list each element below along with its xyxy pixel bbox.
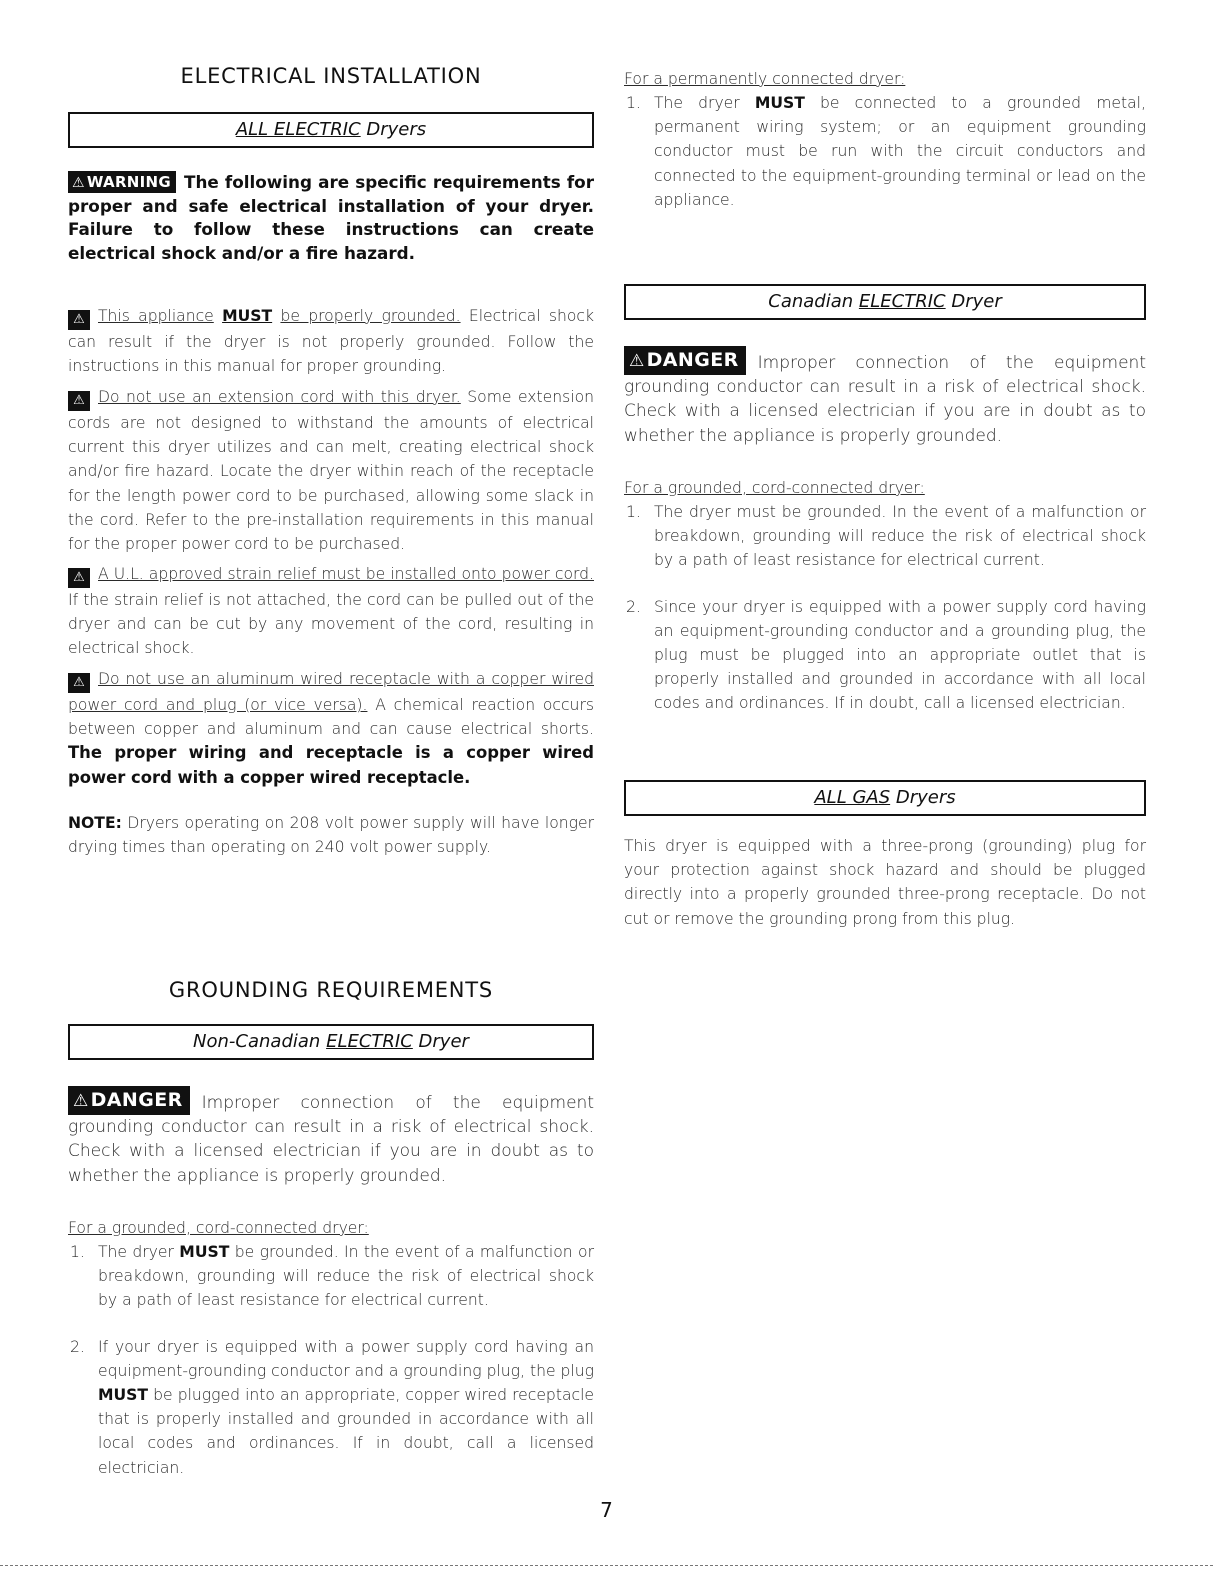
grounded-lead-must: MUST (222, 307, 273, 325)
grounding-list-right (624, 500, 1146, 716)
bottom-divider (0, 1565, 1213, 1566)
alert-triangle-icon: ⚠ (68, 568, 90, 588)
list-item-text-post: be grounded. In the event of a malfunction or breakdown, grounding will reduce the risk of electrical shock by a path of least resistance for electrical current. (98, 1243, 595, 1310)
electric-label: ELECTRIC (858, 291, 946, 312)
dryers-label: Dryers (895, 787, 956, 808)
gas-dryer-paragraph: This dryer is equipped with a three-prong (grounding) plug for your protection against shock hazard and should be plugged directly into a properly grounded three-prong receptacle. Do not cut or remove the grounding prong from this plug. (624, 837, 1146, 928)
non-canadian-electric-dryer-header (68, 1024, 594, 1060)
list-item (68, 1240, 594, 1313)
danger-badge (68, 1086, 190, 1115)
list-item-number: 1. (70, 1243, 85, 1261)
grounded-lead-2: be properly grounded. (280, 307, 461, 325)
aluminum-receptacle-paragraph (68, 667, 594, 790)
list-item-text-pre: If your dryer is equipped with a power supply cord having an equipment-grounding conductor and a grounding plug, the plug (98, 1337, 594, 1380)
danger-badge-label: DANGER (90, 1089, 183, 1111)
dryer-label: Dryer (951, 291, 1002, 312)
warning-triangle-icon: ⚠ (72, 175, 85, 191)
list-item-number: 2. (70, 1337, 85, 1356)
list-item-text-pre: The dryer (654, 94, 740, 112)
canadian-electric-dryer-header (624, 284, 1146, 320)
danger-paragraph-canadian (624, 346, 1146, 448)
grounded-rest: Electrical shock can result if the dryer is not properly grounded. Follow the instructions in this manual for proper grounding. (68, 307, 594, 376)
warning-triangle-icon: ⚠ (73, 1091, 89, 1111)
section-title-grounding-requirements: GROUNDING REQUIREMENTS (168, 978, 494, 1002)
grounding-list-left (68, 1240, 594, 1480)
alert-triangle-icon: ⚠ (68, 310, 90, 330)
warning-badge (68, 171, 176, 193)
dryers-label: Dryers (366, 119, 427, 140)
non-canadian-label: Non-Canadian (193, 1031, 321, 1052)
canadian-label: Canadian (768, 291, 854, 312)
subhead-grounded-cord-connected: For a grounded, cord-connected dryer: (68, 1219, 369, 1237)
note-label: NOTE: (68, 814, 122, 832)
alert-triangle-icon: ⚠ (68, 673, 90, 693)
extension-cord-rest: Some extension cords are not designed to withstand the amounts of electrical current this dryer utilizes and can melt, creating electrical shock and/or fire hazard. Locate the dryer within reach of the receptacle for the length power cord to be purchased, allowing some slack in the cord. Refer to the pre-installation requirements in this manual for the proper power cord to be purchased. (68, 388, 594, 554)
list-item-must: MUST (179, 1243, 230, 1261)
extension-cord-paragraph (68, 385, 594, 556)
list-item (624, 91, 1146, 212)
list-item (624, 595, 1146, 716)
note-paragraph (68, 811, 594, 859)
all-electric-label: ALL ELECTRIC (235, 119, 361, 140)
list-item-text-pre: The dryer (98, 1243, 174, 1261)
list-item-number: 1. (626, 94, 641, 112)
warning-paragraph (68, 171, 594, 265)
danger-badge (624, 346, 746, 375)
danger-text: Improper connection of the equipment grounding conductor can result in a risk of electrical shock. Check with a licensed electrician if you are in doubt as to whether the appliance is properly grounded. (624, 353, 1146, 446)
all-gas-label: ALL GAS (814, 787, 891, 808)
dryer-label: Dryer (418, 1031, 469, 1052)
all-electric-dryers-header (68, 112, 594, 148)
warning-text: The following are specific requirements for proper and safe electrical installation of your dryer. Failure to follow these instructions can create electrical shock and/or a fire hazard. (68, 172, 594, 263)
list-item-text: Since your dryer is equipped with a power supply cord having an equipment-grounding conductor and a grounding plug, the plug must be plugged into an appropriate outlet that is properly installed and grounded in accordance with all local codes and ordinances. If in doubt, call a licensed electrician. (654, 597, 1146, 713)
permanent-connection-list (624, 91, 1146, 212)
subhead-grounded-cord-connected: For a grounded, cord-connected dryer: (624, 479, 925, 497)
list-item (624, 500, 1146, 573)
danger-badge-label: DANGER (646, 349, 739, 371)
subhead-permanently-connected: For a permanently connected dryer: (624, 70, 906, 88)
strain-relief-paragraph (68, 562, 594, 661)
list-item-number: 2. (626, 597, 641, 616)
warning-triangle-icon: ⚠ (629, 351, 645, 371)
list-item (68, 1335, 594, 1480)
section-title-electrical-installation: ELECTRICAL INSTALLATION (180, 64, 482, 88)
alert-triangle-icon: ⚠ (68, 391, 90, 411)
grounded-lead-1: This appliance (98, 307, 214, 325)
aluminum-bold: The proper wiring and receptacle is a copper wired power cord with a copper wired receptacle. (68, 743, 594, 787)
extension-cord-lead: Do not use an extension cord with this dryer. (98, 388, 461, 406)
list-item-must: MUST (98, 1386, 149, 1405)
list-item-text-post: be connected to a grounded metal, permanent wiring system; or an equipment grounding conductor must be run with the circuit conductors and connected to the equipment-grounding terminal or lead on the appliance. (654, 94, 1146, 209)
electric-label: ELECTRIC (326, 1031, 413, 1052)
list-item-text: The dryer must be grounded. In the event of a malfunction or breakdown, grounding will reduce the risk of electrical shock by a path of least resistance for electrical current. (654, 503, 1146, 570)
warning-badge-label: WARNING (86, 173, 171, 191)
aluminum-rest: A chemical reaction occurs between copper and aluminum and can cause electrical shorts. (68, 696, 594, 739)
all-gas-dryers-header (624, 780, 1146, 816)
page-number: 7 (600, 1498, 613, 1522)
note-text: Dryers operating on 208 volt power supply will have longer drying times than operating on 240 volt power supply. (68, 814, 594, 857)
strain-relief-lead: A U.L. approved strain relief must be installed onto power cord. (98, 565, 594, 583)
strain-relief-rest: If the strain relief is not attached, the cord can be pulled out of the dryer and can be cut by any movement of the cord, resulting in electrical shock. (68, 591, 594, 658)
list-item-number: 1. (626, 503, 641, 521)
aluminum-lead: Do not use an aluminum wired receptacle with a copper wired power cord and plug (or vice versa). (68, 670, 594, 714)
grounded-paragraph (68, 304, 594, 378)
danger-text: Improper connection of the equipment grounding conductor can result in a risk of electrical shock. Check with a licensed electrician if you are in doubt as to whether the appliance is properly grounded. (68, 1093, 594, 1186)
danger-paragraph (68, 1086, 594, 1188)
list-item-must: MUST (754, 94, 805, 112)
list-item-text-post: be plugged into an appropriate, copper wired receptacle that is properly installed and grounded in accordance with all local codes and ordinances. If in doubt, call a licensed electrician. (98, 1386, 594, 1477)
